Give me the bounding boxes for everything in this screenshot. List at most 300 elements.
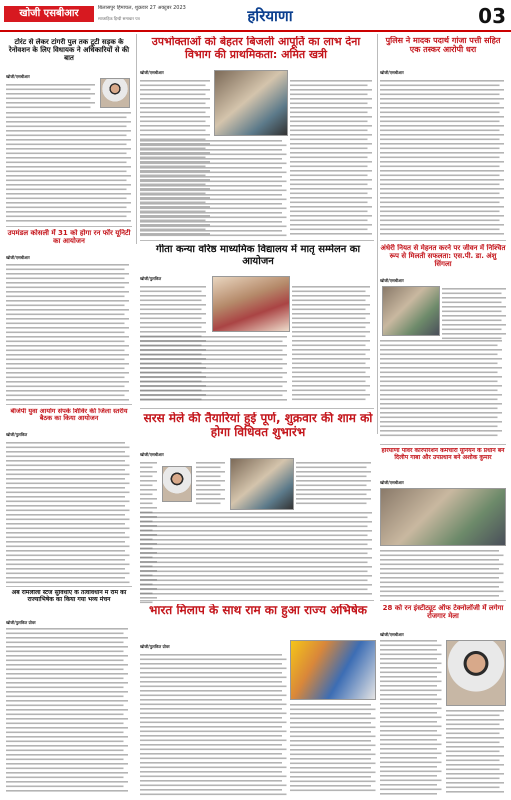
text-line bbox=[140, 485, 153, 487]
text-line bbox=[446, 764, 504, 766]
text-line bbox=[290, 130, 368, 132]
text-line bbox=[6, 474, 130, 476]
article-headline: उपभोक्ताओं को बेहतर बिजली आपूर्ति का लाभ देना विभाग की प्राथमिकता: अमित खत्री bbox=[151, 36, 361, 61]
text-line bbox=[140, 233, 210, 235]
text-line bbox=[380, 586, 499, 588]
text-line bbox=[290, 184, 368, 186]
text-line bbox=[290, 193, 368, 195]
text-line bbox=[380, 739, 437, 741]
text-line bbox=[140, 368, 283, 370]
text-line bbox=[292, 313, 370, 315]
article-headline: बीजेपी युवा आयोग संपर्क शिविर की जिला स्तरीय बैठक का किया आयोजन bbox=[10, 408, 128, 423]
text-line bbox=[140, 602, 153, 604]
text-line bbox=[140, 89, 210, 91]
article-byline: खोजी/एसबीआर bbox=[140, 452, 164, 457]
text-line bbox=[380, 676, 437, 678]
text-line bbox=[140, 699, 282, 701]
text-line bbox=[140, 130, 206, 132]
text-line bbox=[380, 161, 504, 163]
text-line bbox=[380, 197, 504, 199]
section-title: हरियाणा bbox=[247, 7, 293, 25]
text-line bbox=[292, 358, 370, 360]
article-headline: पुलिस ने मादक पदार्थ गांजा पत्ती सहित एक तस्कर आरोपी धरा bbox=[385, 36, 501, 55]
text-line bbox=[6, 336, 129, 338]
text-line bbox=[446, 724, 500, 726]
text-line bbox=[380, 354, 498, 356]
text-line bbox=[140, 217, 287, 219]
text-line bbox=[6, 107, 91, 109]
text-line bbox=[140, 103, 206, 105]
text-line bbox=[292, 390, 366, 392]
text-line bbox=[6, 696, 124, 698]
text-line bbox=[290, 121, 368, 123]
text-line bbox=[6, 84, 95, 86]
text-line bbox=[140, 553, 368, 555]
text-line bbox=[6, 148, 131, 150]
text-line bbox=[140, 735, 282, 737]
text-line bbox=[140, 193, 206, 195]
text-line bbox=[292, 345, 366, 347]
text-line bbox=[380, 184, 500, 186]
text-line bbox=[6, 121, 131, 123]
text-line bbox=[196, 503, 221, 505]
text-line bbox=[6, 153, 127, 155]
text-line bbox=[140, 668, 287, 670]
text-line bbox=[140, 390, 287, 392]
text-line bbox=[380, 80, 504, 82]
text-line bbox=[292, 304, 370, 306]
text-line bbox=[140, 562, 368, 564]
article-byline: खोजी/एसबीआर bbox=[380, 480, 404, 485]
text-line bbox=[6, 727, 128, 729]
text-line bbox=[6, 660, 124, 662]
text-line bbox=[292, 354, 366, 356]
article-headline: उपमंडल कोसली में 31 को होगा रन फॉर यूनिटी का आयोजन bbox=[7, 229, 131, 246]
text-line bbox=[140, 172, 287, 174]
text-line bbox=[140, 211, 206, 213]
text-line bbox=[380, 654, 442, 656]
article-headline: अंधेरी नियत से मेहनत करने पर जीवन में निश्चित रूप से मिलती सफलता: एस.पी. डा. अंशु सिंगला bbox=[380, 244, 506, 269]
text-line bbox=[380, 658, 437, 660]
text-line bbox=[380, 784, 437, 786]
text-line bbox=[6, 345, 129, 347]
text-line bbox=[6, 772, 128, 774]
text-line bbox=[6, 309, 129, 311]
text-line bbox=[290, 175, 368, 177]
text-line bbox=[6, 465, 130, 467]
text-line bbox=[140, 345, 287, 347]
text-line bbox=[140, 708, 282, 710]
text-line bbox=[6, 519, 130, 521]
text-line bbox=[6, 372, 129, 374]
text-line bbox=[6, 718, 128, 720]
text-line bbox=[140, 726, 282, 728]
text-line bbox=[6, 523, 125, 525]
text-line bbox=[6, 546, 130, 548]
text-line bbox=[290, 116, 372, 118]
text-line bbox=[6, 341, 125, 343]
text-line bbox=[6, 139, 131, 141]
text-line bbox=[6, 664, 128, 666]
text-line bbox=[140, 176, 282, 178]
text-line bbox=[6, 559, 125, 561]
text-line bbox=[290, 731, 371, 733]
text-line bbox=[446, 782, 504, 784]
text-line bbox=[380, 753, 442, 755]
text-line bbox=[140, 530, 372, 532]
text-line bbox=[380, 358, 502, 360]
text-line bbox=[140, 140, 282, 142]
text-line bbox=[140, 663, 282, 665]
article-byline: खोजी/पुलकित ग्रोवर bbox=[140, 644, 170, 649]
text-line bbox=[6, 669, 124, 671]
text-line bbox=[6, 633, 124, 635]
text-line bbox=[6, 501, 130, 503]
text-line bbox=[140, 175, 206, 177]
text-line bbox=[140, 170, 210, 172]
text-line bbox=[140, 167, 282, 169]
text-line bbox=[380, 152, 504, 154]
text-line bbox=[6, 678, 124, 680]
text-line bbox=[140, 152, 210, 154]
text-line bbox=[140, 143, 210, 145]
text-line bbox=[380, 98, 504, 100]
text-line bbox=[6, 144, 127, 146]
text-line bbox=[6, 220, 131, 222]
text-line bbox=[442, 302, 502, 304]
text-line bbox=[6, 207, 127, 209]
text-line bbox=[6, 198, 127, 200]
text-line bbox=[380, 376, 502, 378]
text-line bbox=[140, 704, 287, 706]
text-line bbox=[140, 94, 206, 96]
text-line bbox=[6, 651, 124, 653]
text-line bbox=[6, 487, 125, 489]
text-line bbox=[140, 125, 210, 127]
text-line bbox=[140, 771, 282, 773]
text-line bbox=[380, 390, 498, 392]
text-line bbox=[140, 544, 368, 546]
text-line bbox=[140, 185, 282, 187]
text-line bbox=[380, 649, 437, 651]
text-line bbox=[442, 329, 502, 331]
text-line bbox=[290, 139, 368, 141]
text-line bbox=[140, 354, 287, 356]
text-line bbox=[380, 757, 437, 759]
text-line bbox=[380, 408, 498, 410]
text-line bbox=[140, 212, 282, 214]
text-line bbox=[6, 171, 127, 173]
text-line bbox=[6, 709, 128, 711]
text-line bbox=[140, 309, 202, 311]
text-line bbox=[6, 363, 129, 365]
text-line bbox=[6, 93, 95, 95]
text-line bbox=[140, 286, 206, 288]
text-line bbox=[6, 323, 125, 325]
text-line bbox=[380, 430, 502, 432]
text-line bbox=[140, 295, 206, 297]
page-number: 03 bbox=[478, 4, 506, 28]
text-line bbox=[296, 485, 367, 487]
text-line bbox=[6, 395, 125, 397]
text-line bbox=[290, 98, 372, 100]
text-line bbox=[140, 476, 153, 478]
text-line bbox=[140, 158, 282, 160]
text-line bbox=[6, 510, 130, 512]
text-line bbox=[290, 704, 371, 706]
text-line bbox=[140, 731, 287, 733]
text-line bbox=[442, 311, 502, 313]
text-line bbox=[6, 368, 125, 370]
text-line bbox=[6, 564, 130, 566]
article-headline: हरियाणा पावर कारपोरेशन कर्मचारी यूनियन के प्रधान बने दिलीप गाबा और उपप्रधान बने अशोक कुमार bbox=[381, 448, 505, 461]
text-line bbox=[290, 740, 371, 742]
text-line bbox=[6, 269, 125, 271]
text-line bbox=[380, 166, 500, 168]
text-line bbox=[290, 197, 372, 199]
text-line bbox=[6, 102, 95, 104]
text-line bbox=[290, 736, 376, 738]
text-line bbox=[140, 224, 210, 226]
text-line bbox=[292, 381, 366, 383]
text-line bbox=[6, 577, 125, 579]
text-line bbox=[296, 480, 371, 482]
text-line bbox=[140, 116, 210, 118]
text-line bbox=[140, 363, 287, 365]
text-line bbox=[6, 492, 130, 494]
text-line bbox=[296, 494, 367, 496]
text-line bbox=[6, 98, 91, 100]
text-line bbox=[6, 759, 124, 761]
text-line bbox=[380, 148, 500, 150]
text-line bbox=[290, 206, 372, 208]
text-line bbox=[140, 181, 287, 183]
text-line bbox=[140, 566, 372, 568]
text-line bbox=[6, 781, 128, 783]
text-line bbox=[140, 327, 202, 329]
text-line bbox=[6, 741, 124, 743]
article-byline: खोजी/पुलकित bbox=[140, 276, 162, 281]
text-line bbox=[446, 710, 504, 712]
text-line bbox=[380, 735, 442, 737]
text-line bbox=[290, 211, 368, 213]
text-line bbox=[140, 188, 210, 190]
text-line bbox=[6, 166, 131, 168]
text-line bbox=[6, 447, 130, 449]
text-line bbox=[140, 377, 283, 379]
text-line bbox=[140, 399, 287, 401]
text-line bbox=[290, 89, 372, 91]
text-line bbox=[6, 646, 128, 648]
text-line bbox=[296, 498, 371, 500]
text-line bbox=[6, 451, 125, 453]
text-line bbox=[6, 550, 125, 552]
text-line bbox=[6, 359, 125, 361]
text-line bbox=[290, 758, 371, 760]
text-line bbox=[446, 746, 504, 748]
text-line bbox=[292, 372, 366, 374]
text-line bbox=[6, 460, 125, 462]
text-line bbox=[140, 386, 283, 388]
article-byline: खोजी/पुलकित bbox=[6, 432, 28, 437]
text-line bbox=[6, 537, 130, 539]
text-line bbox=[290, 94, 368, 96]
text-line bbox=[196, 467, 221, 469]
text-line bbox=[6, 469, 125, 471]
text-line bbox=[442, 320, 502, 322]
text-line bbox=[380, 179, 504, 181]
text-line bbox=[6, 386, 125, 388]
text-line bbox=[290, 749, 371, 751]
text-line bbox=[446, 719, 504, 721]
text-line bbox=[140, 230, 282, 232]
text-line bbox=[380, 134, 504, 136]
text-line bbox=[140, 341, 283, 343]
text-line bbox=[380, 744, 442, 746]
text-line bbox=[6, 126, 127, 128]
text-line bbox=[140, 762, 282, 764]
text-line bbox=[6, 700, 128, 702]
text-line bbox=[380, 555, 504, 557]
text-line bbox=[140, 526, 368, 528]
text-line bbox=[296, 503, 367, 505]
text-line bbox=[6, 723, 124, 725]
article-byline: खोजी/एसबीआर bbox=[380, 70, 404, 75]
text-line bbox=[140, 166, 206, 168]
text-line bbox=[380, 116, 504, 118]
text-line bbox=[292, 291, 366, 293]
text-line bbox=[290, 754, 376, 756]
text-line bbox=[140, 749, 287, 751]
text-line bbox=[290, 179, 372, 181]
text-line bbox=[140, 313, 206, 315]
text-line bbox=[140, 717, 282, 719]
text-line bbox=[140, 489, 157, 491]
text-line bbox=[380, 372, 498, 374]
text-line bbox=[380, 793, 437, 795]
text-line bbox=[140, 597, 157, 599]
text-line bbox=[290, 148, 368, 150]
text-line bbox=[292, 376, 370, 378]
text-line bbox=[140, 235, 287, 237]
text-line bbox=[6, 332, 125, 334]
text-line bbox=[292, 295, 370, 297]
text-line bbox=[380, 564, 504, 566]
text-line bbox=[290, 157, 368, 159]
text-line bbox=[140, 494, 153, 496]
text-line bbox=[380, 694, 437, 696]
text-line bbox=[380, 211, 500, 213]
text-line bbox=[140, 498, 157, 500]
text-line bbox=[140, 372, 287, 374]
text-line bbox=[140, 744, 282, 746]
text-line bbox=[140, 331, 206, 333]
text-line bbox=[6, 745, 128, 747]
article-headline: अब रामलीला स्टेज सुविधाएं के तत्वावधान में राम का राज्याभिषेक का किया गया भव्य मंचन bbox=[11, 590, 127, 603]
text-line bbox=[290, 781, 376, 783]
text-line bbox=[6, 381, 129, 383]
text-line bbox=[196, 494, 221, 496]
text-line bbox=[6, 642, 124, 644]
text-line bbox=[6, 790, 128, 792]
text-line bbox=[446, 787, 500, 789]
text-line bbox=[140, 780, 282, 782]
text-line bbox=[380, 645, 442, 647]
text-line bbox=[442, 293, 502, 295]
text-line bbox=[290, 103, 368, 105]
text-line bbox=[380, 143, 504, 145]
text-line bbox=[380, 385, 502, 387]
text-line bbox=[140, 359, 283, 361]
text-line bbox=[380, 202, 500, 204]
text-line bbox=[196, 498, 225, 500]
text-line bbox=[140, 226, 287, 228]
text-line bbox=[380, 349, 502, 351]
text-line bbox=[290, 224, 372, 226]
text-line bbox=[446, 715, 500, 717]
issue-subtitle: साप्ताहिक हिन्दी समाचार पत्र bbox=[98, 16, 140, 21]
text-line bbox=[140, 157, 206, 159]
text-line bbox=[6, 705, 124, 707]
text-line bbox=[6, 750, 124, 752]
article-byline: खोजी/एसबीआर bbox=[6, 74, 30, 79]
text-line bbox=[196, 489, 225, 491]
text-line bbox=[380, 399, 498, 401]
text-line bbox=[6, 582, 130, 584]
text-line bbox=[292, 363, 366, 365]
text-line bbox=[140, 575, 372, 577]
text-line bbox=[296, 489, 371, 491]
text-line bbox=[6, 216, 127, 218]
text-line bbox=[292, 331, 370, 333]
text-line bbox=[380, 771, 442, 773]
text-line bbox=[140, 548, 372, 550]
text-line bbox=[290, 80, 372, 82]
text-line bbox=[6, 505, 125, 507]
text-line bbox=[380, 672, 442, 674]
text-line bbox=[380, 640, 437, 642]
text-line bbox=[380, 685, 437, 687]
text-line bbox=[6, 189, 127, 191]
text-line bbox=[6, 673, 128, 675]
text-line bbox=[140, 776, 287, 778]
text-line bbox=[140, 336, 287, 338]
text-line bbox=[380, 568, 499, 570]
text-line bbox=[446, 773, 504, 775]
text-line bbox=[140, 221, 282, 223]
article-byline: खोजी/एसबीआर bbox=[140, 70, 164, 75]
text-line bbox=[6, 714, 124, 716]
text-line bbox=[380, 112, 500, 114]
text-line bbox=[6, 483, 130, 485]
text-line bbox=[196, 476, 221, 478]
article-headline: 28 को रन इंस्टीट्यूट ऑफ टेक्नोलॉजी में लगेगा रोजगार मेला bbox=[382, 604, 504, 621]
text-line bbox=[140, 753, 282, 755]
text-line bbox=[6, 135, 127, 137]
text-line bbox=[140, 557, 372, 559]
text-line bbox=[6, 354, 129, 356]
text-line bbox=[140, 672, 282, 674]
text-line bbox=[140, 521, 372, 523]
text-line bbox=[380, 762, 442, 764]
text-line bbox=[380, 703, 437, 705]
text-line bbox=[196, 471, 225, 473]
text-line bbox=[380, 681, 442, 683]
text-line bbox=[292, 385, 370, 387]
text-line bbox=[140, 381, 287, 383]
text-line bbox=[380, 717, 442, 719]
text-line bbox=[6, 754, 128, 756]
